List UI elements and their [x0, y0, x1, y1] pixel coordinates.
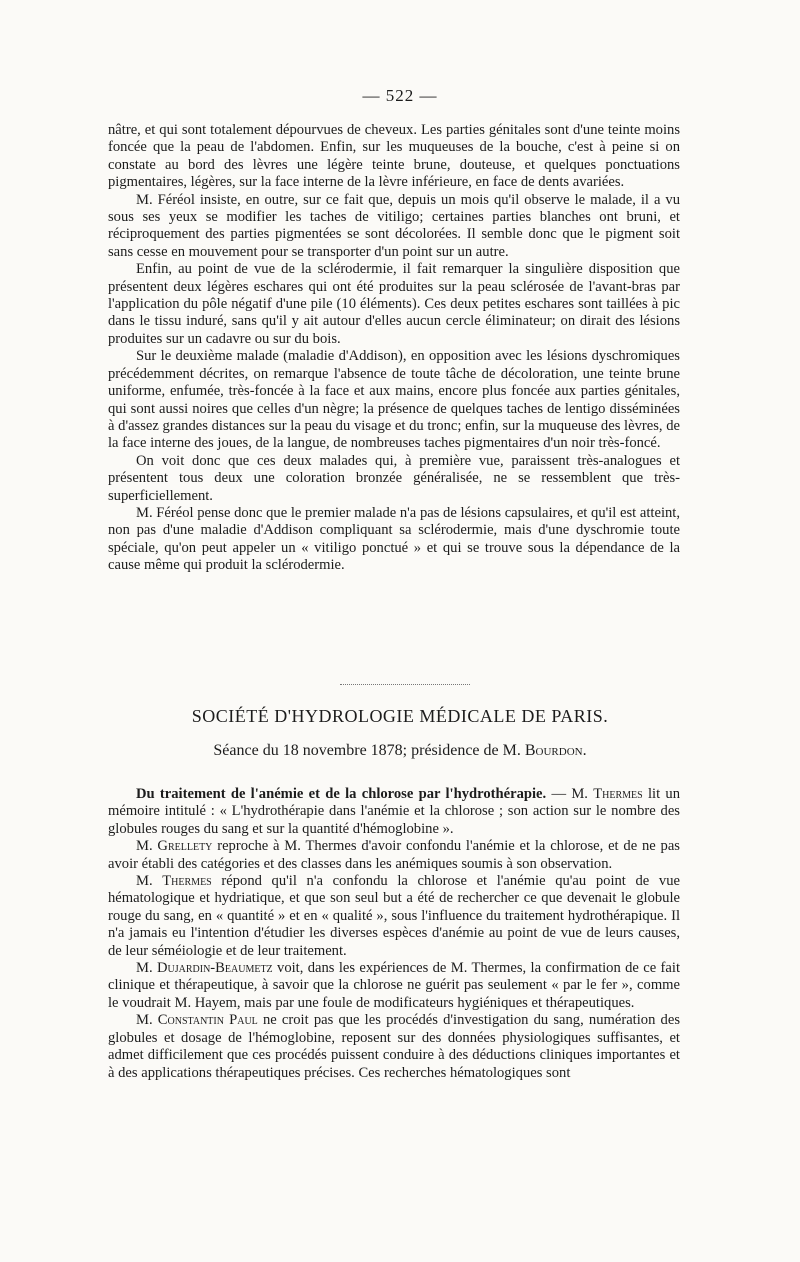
- paragraph: M. Féréol pense donc que le premier malade n'a pas de lésions capsulaires, et qu'il est atteint, non pas d'une maladie d'Addison compliquant sa sclérodermie, mais d'une dyschromie toute spéciale, qu'on peut appeler un « vitiligo ponctué » et qui se trouve sous la dépendance de la cause même qui produit la sclérodermie.: [108, 504, 680, 574]
- m-label: M.: [136, 960, 153, 977]
- paragraph: On voit donc que ces deux malades qui, à première vue, paraissent très-analogues et présentent tous deux une coloration bronzée généralisée, ne se ressemblent que très-superficiellement.: [108, 452, 680, 504]
- m-label: M.: [136, 1012, 153, 1029]
- paragraph: Sur le deuxième malade (maladie d'Addison), en opposition avec les lésions dyschromiques précédemment décrites, on remarque l'absence de toute tâche de décoloration, une teinte brune uniforme, enfumée, très-foncée à la face et aux mains, encore plus foncée aux parties génitales, qui sont aussi noires que celles d'un nègre; la présence de quelques taches de lentigo disséminées à d'assez grandes distances sur la peau du visage et du tronc; enfin, sur la muqueuse des lèvres, de la face interne des joues, de la langue, de nombreuses taches pigmentaires d'un noir très-foncé.: [108, 348, 680, 452]
- society-heading: SOCIÉTÉ D'HYDROLOGIE MÉDICALE DE PARIS.: [191, 706, 609, 726]
- seance-prefix: Séance du 18 novembre 1878; présidence de M.: [213, 742, 521, 759]
- speaker-name: Dujardin-Beaumetz: [156, 960, 273, 977]
- page-number: — 522 —: [362, 86, 438, 105]
- seance-line: [0, 742, 800, 760]
- article-paragraph: [108, 960, 680, 1012]
- article-title: Du traitement de l'anémie et de la chlorose par l'hydrothérapie.: [136, 786, 547, 802]
- speaker-name: Thermes: [593, 786, 643, 802]
- article-paragraph: [108, 1012, 680, 1082]
- m-label: M.: [136, 838, 153, 855]
- paragraph: nâtre, et qui sont totalement dépourvues de cheveux. Les parties génitales sont d'une teinte moins foncée que la peau de l'abdomen. Enfin, sur les muqueuses de la bouche, c'est à peine si on constate au bord des lèvres une légère teinte brune, douteuse, et quelques ponctuations pigmentaires, légères, sur la face interne de la lèvre inférieure, en face de dents avariées.: [108, 122, 680, 191]
- article-block: [108, 786, 680, 1082]
- seance-president: Bourdon: [524, 742, 583, 759]
- dash-label: — M.: [551, 786, 588, 802]
- article-paragraph: [108, 838, 680, 873]
- article-paragraph: [108, 873, 680, 960]
- speaker-name: Constantin Paul: [157, 1012, 258, 1029]
- speaker-name: Thermes: [162, 873, 212, 890]
- speaker-text: répond qu'il n'a confondu la chlorose et l'anémie qu'au point de vue hématologique et hydriatique, et que son seul but a été de rechercher ce que devenait le globule rouge du sang, en « quantité » et en « qualité », sous l'influence du traitement hydrothérapique. Il n'a jamais eu l'intention d'étudier les diverses espèces d'anémie au point de vue de leurs causes, de leur séméiologie et de leur traitement.: [108, 873, 680, 959]
- section-divider: [340, 684, 470, 685]
- seance-suffix: .: [582, 742, 587, 759]
- speaker-name: Grellety: [157, 838, 213, 855]
- speaker-text: reproche à M. Thermes d'avoir confondu l'anémie et la chlorose, et de ne pas avoir établi des catégories et des classes dans les anémiques soumis à son observation.: [108, 838, 680, 872]
- article-paragraph: [108, 786, 680, 838]
- speaker-text: lit un mémoire intitulé : « L'hydrothérapie dans l'anémie et la chlorose ; son action sur le nombre des globules rouges du sang et sur la quantité d'hémoglobine ».: [108, 786, 681, 837]
- m-label: M.: [136, 873, 153, 890]
- speaker-text: ne croit pas que les procédés d'investigation du sang, numération des globules et dosage de l'hémoglobine, reposent sur des données physiologiques suffisantes, et admet difficilement que ces procédés puissent conduire à des déductions cliniques importantes et à des applications thérapeutiques précises. Ces recherches hématologiques sont: [108, 1012, 680, 1081]
- paragraph: Enfin, au point de vue de la sclérodermie, il fait remarquer la singulière disposition que présentent deux légères eschares qui ont été produites sur la peau sclérosée de l'avant-bras par l'application du pôle négatif d'une pile (10 éléments). Ces deux petites eschares sont taillées à pic dans le tissu induré, sans qu'il y ait autour d'elles aucun cercle éliminateur; on dirait des lésions produites sur un cadavre ou sur du bois.: [108, 261, 680, 347]
- top-text-block: [108, 122, 680, 575]
- speaker-text: voit, dans les expériences de M. Thermes, la confirmation de ce fait clinique et thérapeutique, à savoir que la chlorose ne guérit pas seulement « par le fer », comme le voudrait M. Hayem, mais par une foule de modificateurs hygiéniques et thérapeutiques.: [108, 960, 680, 1011]
- paragraph: M. Féréol insiste, en outre, sur ce fait que, depuis un mois qu'il observe le malade, il a vu sous ses yeux se modifier les taches de vitiligo; certaines parties blanches ont bruni, et réciproquement des parties pigmentées se sont décolorées. Il semble donc que le pigment soit sans cesse en mouvement pour se transporter d'un point sur un autre.: [108, 191, 680, 260]
